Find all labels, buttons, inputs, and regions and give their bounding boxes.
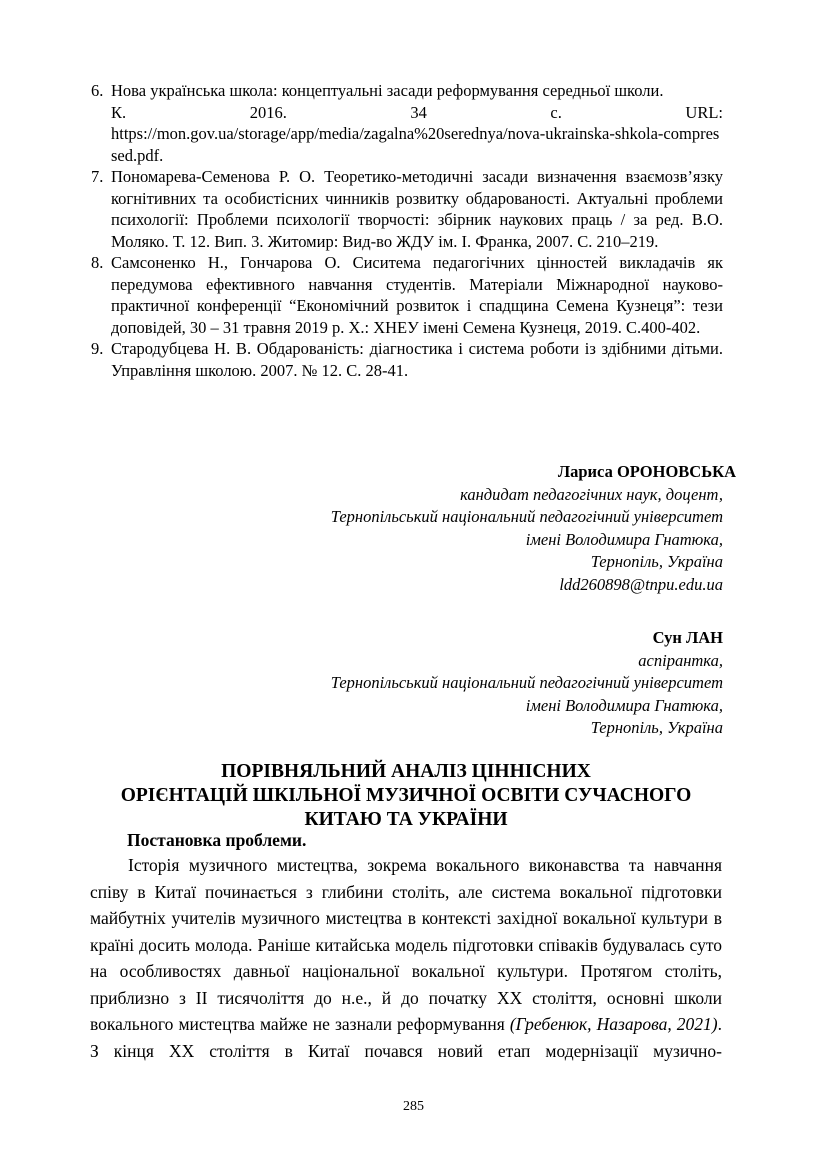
- author-university: Тернопільський національний педагогічний університет: [330, 507, 723, 526]
- reference-number: 6.: [91, 81, 104, 100]
- reference-text: Пономарева-Семенова Р. О. Теоретико-методичні засади визначення взаємозв’язку когнітивних та особистісних чинників розвитку обдарованості. Актуальні проблеми психології: Проблеми психології творчості: збірник наукових праць / за ред. В.О. Моляко. Т. 12. Вип. 3. Житомир: Вид-во ЖДУ ім. І. Франка, 2007. С. 210–219.: [111, 167, 723, 251]
- reference-text: Самсоненко Н., Гончарова О. Сиситема педагогічних цінностей викладачів як передумова ефективного навчання студентів. Матеріали Міжнародної науково-практичної конференції “Економічний розвиток і спадщина Семена Кузнеця”: тези доповідей, 30 – 31 травня 2019 р. Х.: ХНЕУ імені Семена Кузнеця, 2019. С.400-402.: [111, 253, 723, 337]
- reference-year: 2016.: [249, 102, 287, 122]
- reference-number: 7.: [91, 167, 104, 186]
- paragraph-text-end: . З кінця ХХ століття в Китаї почався новий етап модернізації музично-: [90, 1014, 722, 1061]
- reference-item: [91, 80, 723, 166]
- page-number: 285: [403, 1099, 424, 1114]
- reference-pages-abbr: с.: [550, 102, 562, 122]
- author-block: [330, 461, 736, 596]
- reference-text: Нова українська школа: концептуальні засади реформування середньої школи.: [111, 81, 664, 100]
- author-name: Сун ЛАН: [652, 628, 723, 647]
- reference-item: [91, 252, 723, 338]
- article-title-line: КИТАЮ ТА УКРАЇНИ: [304, 809, 508, 830]
- author-name: Лариса ОРОНОВСЬКА: [557, 462, 736, 481]
- article-title-line: ПОРІВНЯЛЬНИЙ АНАЛІЗ ЦІННІСНИХ: [221, 761, 591, 782]
- author-location: Тернопіль, Україна: [590, 718, 723, 737]
- reference-city: К.: [111, 102, 127, 122]
- section-heading: Постановка проблеми.: [127, 830, 307, 850]
- author-location: Тернопіль, Україна: [590, 552, 723, 571]
- reference-number: 8.: [91, 253, 104, 272]
- author-university: Тернопільський національний педагогічний університет: [330, 673, 723, 692]
- author-email[interactable]: ldd260898@tnpu.edu.ua: [559, 574, 723, 594]
- article-title: [90, 760, 722, 832]
- author-university-name: імені Володимира Гнатюка,: [525, 695, 723, 715]
- author-university-name: імені Володимира Гнатюка,: [525, 529, 723, 549]
- reference-item: [91, 338, 723, 381]
- body-paragraph: [90, 852, 722, 1064]
- reference-item: [91, 166, 723, 252]
- inline-citation: (Гребенюк, Назарова, 2021): [509, 1014, 718, 1034]
- author-block: [331, 627, 723, 740]
- author-position: кандидат педагогічних наук, доцент,: [460, 484, 723, 504]
- article-title-line: ОРІЄНТАЦІЙ ШКІЛЬНОЇ МУЗИЧНОЇ ОСВІТИ СУЧАСНОГО: [120, 785, 692, 806]
- reference-number: 9.: [91, 339, 104, 358]
- reference-pages: 34: [410, 102, 427, 122]
- author-position: аспірантка,: [638, 650, 723, 670]
- reference-details: [111, 102, 723, 124]
- paragraph-text: Історія музичного мистецтва, зокрема вокального виконавства та навчання співу в Китаї починається з глибини століть, але система вокальної підготовки майбутніх учителів музичного мистецтва в контексті західної вокальної культури в країні досить молода. Раніше китайська модель підготовки співаків будувалась суто на особливостях давньої національної вокальної культури. Протягом століть, приблизно з II тисячоліття до н.е., й до початку ХХ століття, основні школи вокального мистецтва майже не зазнали реформування: [90, 855, 722, 1034]
- reference-url[interactable]: https://mon.gov.ua/storage/app/media/zagalna%20serednya/nova-ukrainska-shkola-compressed.pdf.: [111, 124, 720, 165]
- reference-text: Стародубцева Н. В. Обдарованість: діагностика і система роботи із здібними дітьми. Управління школою. 2007. № 12. С. 28-41.: [111, 339, 723, 380]
- reference-url-label: URL:: [685, 102, 723, 122]
- reference-list: [91, 80, 723, 381]
